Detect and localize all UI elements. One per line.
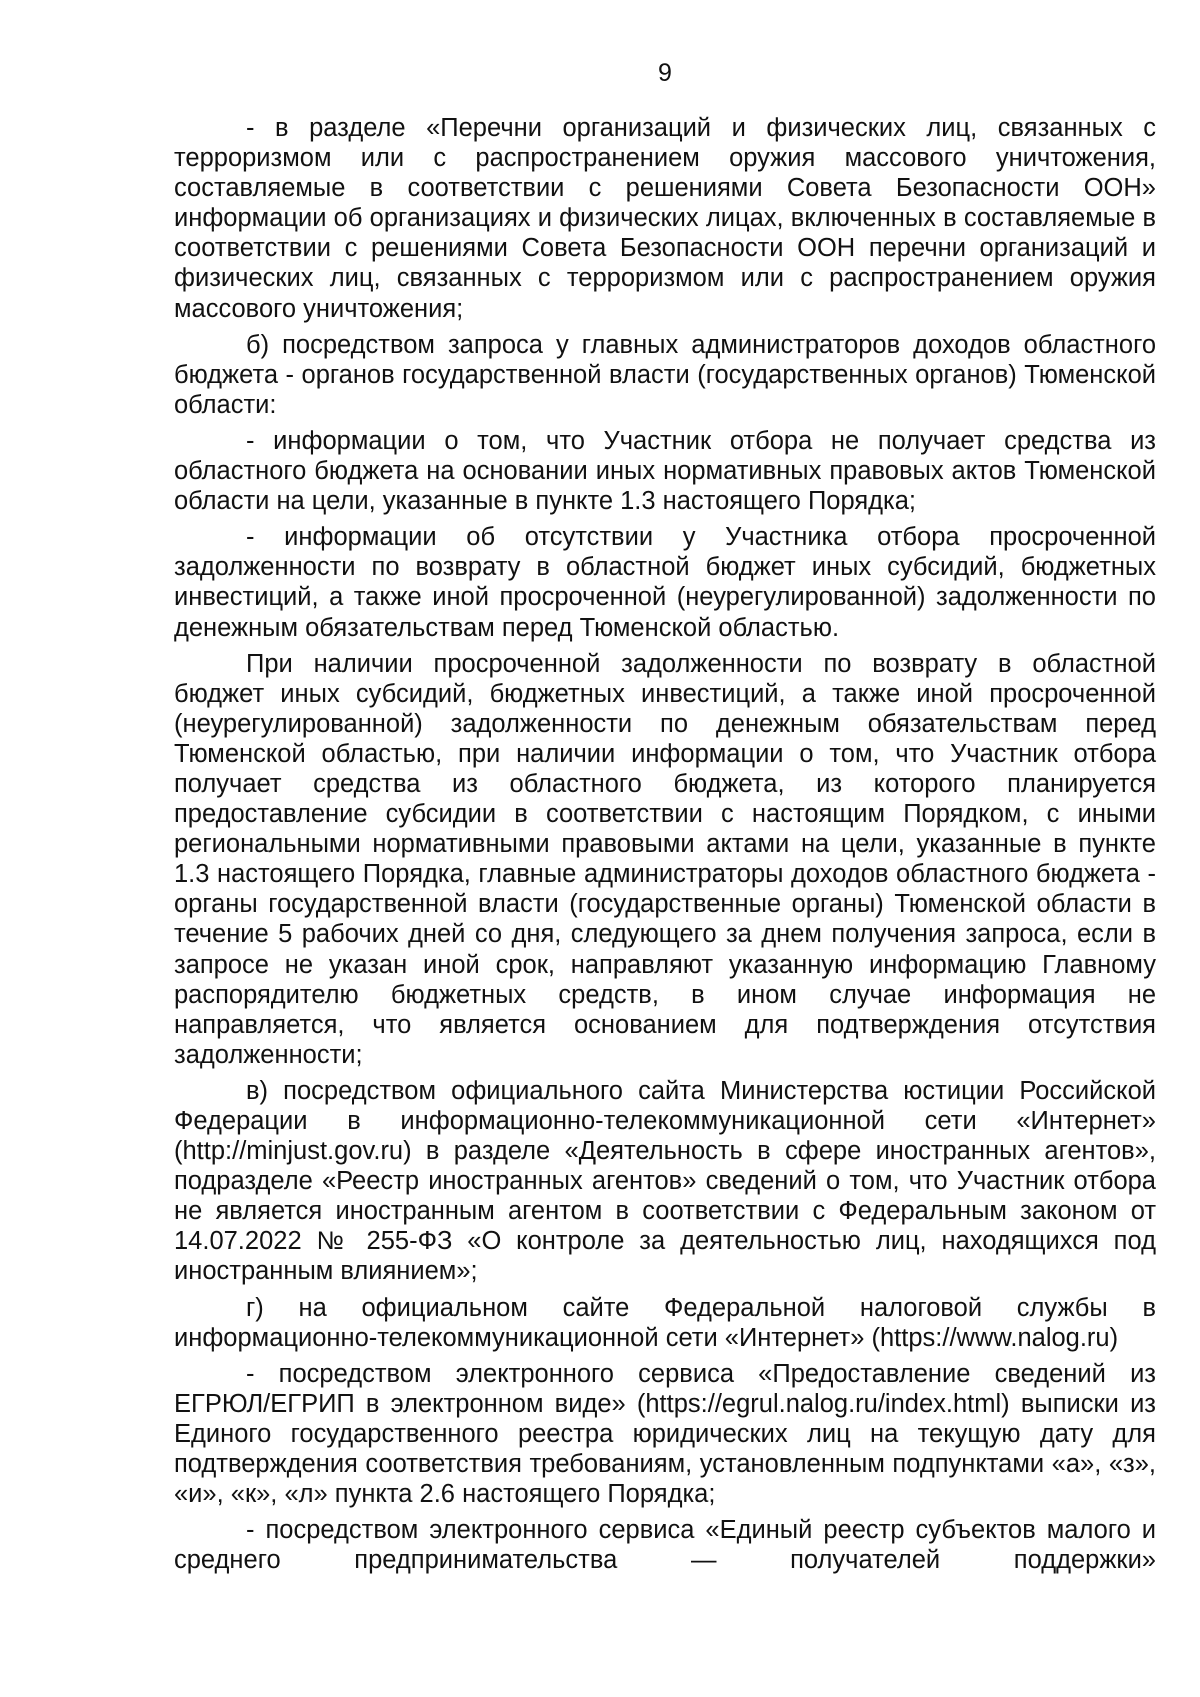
page-number: 9 xyxy=(658,59,672,87)
document-body xyxy=(174,113,1156,1581)
paragraph-terror-lists: - в разделе «Перечни организаций и физических лиц, связанных с терроризмом или с распространением оружия массового уничтожения, составляемые в соответствии с решениями Совета Безопасности ООН» информации об организациях и физических лицах, включенных в составляемые в соответствии с решениями Совета Безопасности ООН перечни организаций и физических лиц, связанных с терроризмом или с распространением оружия массового уничтожения; xyxy=(174,114,1156,323)
paragraph-no-other-funds: - информации о том, что Участник отбора не получает средства из областного бюджета на основании иных нормативных правовых актов Тюменской области на цели, указанные в пункте 1.3 настоящего Порядка; xyxy=(174,426,1156,516)
paragraph-nalog-site: г) на официальном сайте Федеральной налоговой службы в информационно-телекоммуникационной сети «Интернет» (https://www.nalog.ru) xyxy=(174,1293,1156,1352)
paragraph-debt-procedure: При наличии просроченной задолженности по возврату в областной бюджет иных субсидий, бюджетных инвестиций, а также иной просроченной (неурегулированной) задолженности по денежным обязательствам перед Тюменской областью, при наличии информации о том, что Участник отбора получает средства из областного бюджета, из которого планируется предоставление субсидии в соответствии с настоящим Порядком, с иными региональными нормативными правовыми актами на цели, указанные в пункте 1.3 настоящего Порядка, главные администраторы доходов областного бюджета - органы государственной власти (государственные органы) Тюменской области в течение 5 рабочих дней со дня, следующего за днем получения запроса, если в запросе не указан иной срок, направляют указанную информацию Главному распорядителю бюджетных средств, в ином случае информация не направляется, что является основанием для подтверждения отсутствия задолженности; xyxy=(174,649,1156,1069)
paragraph-minjust: в) посредством официального сайта Министерства юстиции Российской Федерации в информационно-телекоммуникационной сети «Интернет» (http://minjust.gov.ru) в разделе «Деятельность в сфере иностранных агентов», подразделе «Реестр иностранных агентов» сведений о том, что Участник отбора не является иностранным агентом в соответствии с Федеральным законом от 14.07.2022 № 255-ФЗ «О контроле за деятельностью лиц, находящихся под иностранным влиянием»; xyxy=(174,1076,1156,1286)
paragraph-request-administrators: б) посредством запроса у главных администраторов доходов областного бюджета - органов государственной власти (государственных органов) Тюменской области: xyxy=(174,330,1156,419)
paragraph-no-overdue-debt: - информации об отсутствии у Участника отбора просроченной задолженности по возврату в областной бюджет иных субсидий, бюджетных инвестиций, а также иной просроченной (неурегулированной) задолженности по денежным обязательствам перед Тюменской областью. xyxy=(174,523,1156,642)
paragraph-sme-registry: - посредством электронного сервиса «Единый реестр субъектов малого и среднего предпринимательства — получателей поддержки» xyxy=(174,1516,1156,1575)
paragraph-egrul: - посредством электронного сервиса «Предоставление сведений из ЕГРЮЛ/ЕГРИП в электронном виде» (https://egrul.nalog.ru/index.html) выписки из Единого государственного реестра юридических лиц на текущую дату для подтверждения соответствия требованиям, установленным подпунктами «а», «з», «и», «к», «л» пункта 2.6 настоящего Порядка; xyxy=(174,1359,1156,1509)
